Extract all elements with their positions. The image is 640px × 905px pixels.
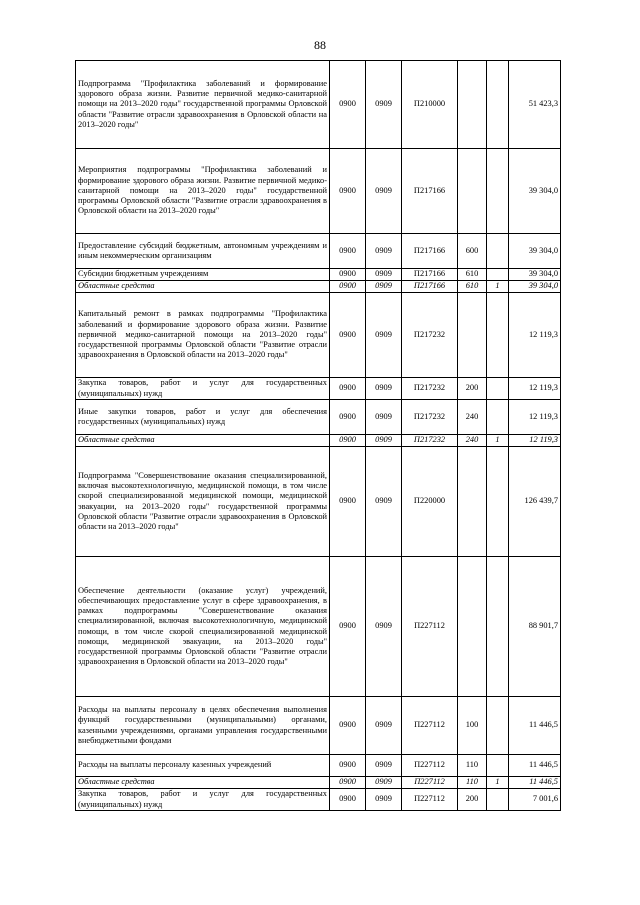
ministry-code: 0900 [330,447,366,557]
target-item-code: П217166 [402,281,458,293]
table-row [76,61,561,149]
expense-type-code: 110 [458,777,487,789]
target-item-code: П217232 [402,378,458,400]
expense-type-code [458,149,487,234]
row-name: Областные средства [76,435,330,447]
section-code: 0909 [366,447,402,557]
table-row [76,789,561,811]
amount: 51 423,3 [509,61,561,149]
expense-type-code: 100 [458,697,487,755]
funding-source-code [487,557,509,697]
expense-type-code: 610 [458,269,487,281]
budget-table-body [76,61,561,811]
table-row [76,755,561,777]
table-row [76,777,561,789]
row-name: Капитальный ремонт в рамках подпрограммы "Профилактика заболеваний и формирование здорового образа жизни. Развитие первичной медико-санитарной помощи на 2013–2020 годы" государственной программы Орловской области "Развитие отрасли здравоохранения в Орловской области на 2013–2020 годы" [76,293,330,378]
funding-source-code [487,293,509,378]
row-name: Областные средства [76,281,330,293]
ministry-code: 0900 [330,378,366,400]
amount: 88 901,7 [509,557,561,697]
ministry-code: 0900 [330,234,366,269]
row-name: Мероприятия подпрограммы "Профилактика заболеваний и формирование здорового образа жизни. Развитие первичной медико-санитарной помощи на 2013–2020 годы" государственной программы Орловской области "Развитие отрасли здравоохранения в Орловской области на 2013–2020 годы" [76,149,330,234]
table-row [76,400,561,435]
ministry-code: 0900 [330,789,366,811]
ministry-code: 0900 [330,400,366,435]
target-item-code: П217232 [402,293,458,378]
funding-source-code [487,755,509,777]
amount: 39 304,0 [509,149,561,234]
expense-type-code [458,557,487,697]
amount: 12 119,3 [509,293,561,378]
expense-type-code: 240 [458,400,487,435]
funding-source-code [487,234,509,269]
target-item-code: П217166 [402,269,458,281]
section-code: 0909 [366,149,402,234]
ministry-code: 0900 [330,281,366,293]
section-code: 0909 [366,777,402,789]
expense-type-code: 110 [458,755,487,777]
amount: 7 001,6 [509,789,561,811]
table-row [76,378,561,400]
amount: 11 446,5 [509,755,561,777]
section-code: 0909 [366,755,402,777]
row-name: Субсидии бюджетным учреждениям [76,269,330,281]
funding-source-code [487,400,509,435]
amount: 11 446,5 [509,697,561,755]
row-name: Областные средства [76,777,330,789]
budget-table [75,60,561,811]
table-row [76,269,561,281]
amount: 126 439,7 [509,447,561,557]
amount: 12 119,3 [509,378,561,400]
target-item-code: П227112 [402,777,458,789]
expense-type-code: 600 [458,234,487,269]
ministry-code: 0900 [330,435,366,447]
expense-type-code: 200 [458,378,487,400]
expense-type-code [458,293,487,378]
section-code: 0909 [366,234,402,269]
section-code: 0909 [366,697,402,755]
row-name: Закупка товаров, работ и услуг для государственных (муниципальных) нужд [76,378,330,400]
section-code: 0909 [366,557,402,697]
funding-source-code [487,697,509,755]
target-item-code: П227112 [402,755,458,777]
table-row [76,447,561,557]
ministry-code: 0900 [330,557,366,697]
section-code: 0909 [366,378,402,400]
section-code: 0909 [366,269,402,281]
funding-source-code [487,61,509,149]
section-code: 0909 [366,435,402,447]
target-item-code: П227112 [402,557,458,697]
target-item-code: П217166 [402,149,458,234]
funding-source-code [487,378,509,400]
target-item-code: П210000 [402,61,458,149]
amount: 12 119,3 [509,435,561,447]
row-name: Предоставление субсидий бюджетным, автономным учреждениям и иным некоммерческим организациям [76,234,330,269]
table-row [76,149,561,234]
ministry-code: 0900 [330,293,366,378]
table-row [76,281,561,293]
row-name: Обеспечение деятельности (оказание услуг) учреждений, обеспечивающих предоставление услуг в сфере здравоохранения, в рамках подпрограммы "Совершенствование оказания специализированной, включая высокотехнологичную, медицинской помощи, в том числе скорой специализированной медицинской помощи, медицинской эвакуации, на 2013–2020 годы" государственной программы Орловской области "Развитие отрасли здравоохранения в Орловской области на 2013–2020 годы" [76,557,330,697]
table-row [76,557,561,697]
expense-type-code: 610 [458,281,487,293]
expense-type-code [458,61,487,149]
ministry-code: 0900 [330,61,366,149]
expense-type-code [458,447,487,557]
ministry-code: 0900 [330,697,366,755]
funding-source-code: 1 [487,281,509,293]
section-code: 0909 [366,61,402,149]
target-item-code: П217232 [402,400,458,435]
funding-source-code [487,447,509,557]
amount: 12 119,3 [509,400,561,435]
amount: 11 446,5 [509,777,561,789]
expense-type-code: 200 [458,789,487,811]
ministry-code: 0900 [330,777,366,789]
row-name: Подпрограмма "Совершенствование оказания специализированной, включая высокотехнологичную, медицинской помощи, в том числе скорой специализированной медицинской помощи, медицинской эвакуации, на 2013–2020 годы" государственной программы Орловской области "Развитие отрасли здравоохранения в Орловской области на 2013–2020 годы" [76,447,330,557]
target-item-code: П217232 [402,435,458,447]
row-name: Подпрограмма "Профилактика заболеваний и формирование здорового образа жизни. Развитие первичной медико-санитарной помощи на 2013–2020 годы" государственной программы Орловской области "Развитие отрасли здравоохранения в Орловской области на 2013–2020 годы" [76,61,330,149]
table-row [76,293,561,378]
table-row [76,435,561,447]
funding-source-code [487,269,509,281]
amount: 39 304,0 [509,234,561,269]
funding-source-code: 1 [487,435,509,447]
row-name: Расходы на выплаты персоналу в целях обеспечения выполнения функций государственными (муниципальными) органами, казенными учреждениями, органами управления государственными внебюджетными фондами [76,697,330,755]
row-name: Закупка товаров, работ и услуг для государственных (муниципальных) нужд [76,789,330,811]
funding-source-code [487,789,509,811]
ministry-code: 0900 [330,149,366,234]
funding-source-code: 1 [487,777,509,789]
funding-source-code [487,149,509,234]
section-code: 0909 [366,281,402,293]
target-item-code: П227112 [402,697,458,755]
table-row [76,234,561,269]
target-item-code: П227112 [402,789,458,811]
amount: 39 304,0 [509,269,561,281]
ministry-code: 0900 [330,269,366,281]
row-name: Расходы на выплаты персоналу казенных учреждений [76,755,330,777]
expense-type-code: 240 [458,435,487,447]
section-code: 0909 [366,293,402,378]
row-name: Иные закупки товаров, работ и услуг для обеспечения государственных (муниципальных) нужд [76,400,330,435]
section-code: 0909 [366,400,402,435]
amount: 39 304,0 [509,281,561,293]
page-number: 88 [314,38,326,52]
ministry-code: 0900 [330,755,366,777]
table-row [76,697,561,755]
target-item-code: П220000 [402,447,458,557]
section-code: 0909 [366,789,402,811]
target-item-code: П217166 [402,234,458,269]
